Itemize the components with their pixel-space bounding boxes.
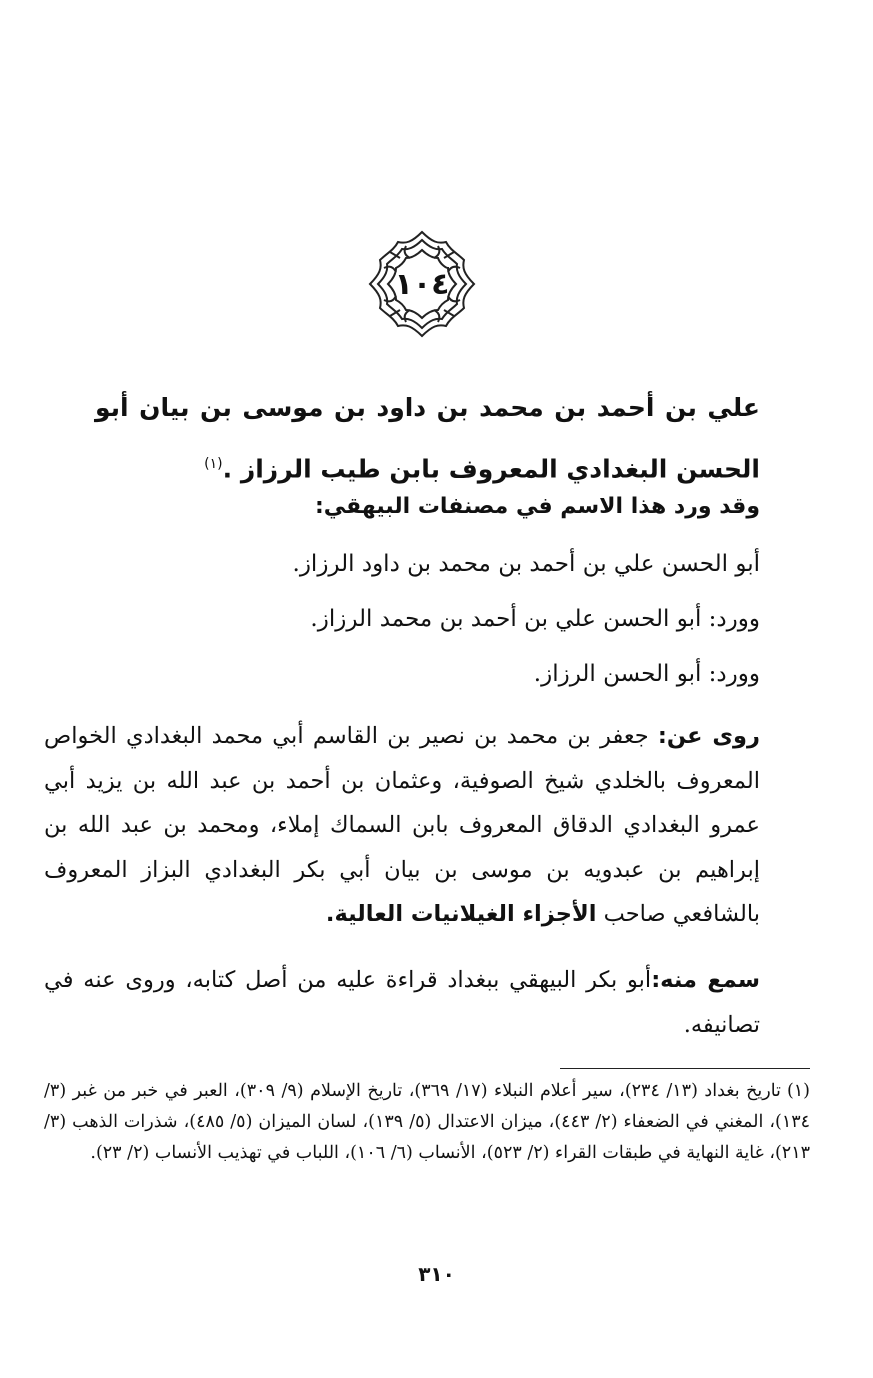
footnote-divider bbox=[560, 1068, 810, 1069]
narrated-from-label: روى عن: bbox=[657, 723, 760, 749]
entry-ornament bbox=[366, 228, 478, 340]
footnote bbox=[44, 1076, 810, 1169]
page-number: ٣١٠ bbox=[418, 1262, 455, 1286]
heard-from-paragraph bbox=[44, 958, 760, 1047]
narrated-from-paragraph bbox=[44, 714, 760, 937]
name-variant: وورد: أبو الحسن الرزاز. bbox=[533, 661, 760, 687]
name-variant: أبو الحسن علي بن أحمد بن محمد بن داود الرزاز. bbox=[292, 551, 760, 577]
narrated-from-bold-tail: الأجزاء الغيلانيات العالية. bbox=[325, 901, 597, 927]
narrated-from-text: جعفر بن محمد بن نصير بن القاسم أبي محمد البغدادي الخواص المعروف بالخلدي شيخ الصوفية، وعثمان بن أحمد بن عبد الله بن يزيد أبي عمرو البغدادي الدقاق المعروف بابن السماك إملاء، ومحمد بن عبد الله بن إبراهيم بن عبدويه بن موسى بن بيان أبي بكر البغدادي البزاز المعروف بالشافعي صاحب bbox=[44, 723, 760, 927]
entry-number: ١٠٤ bbox=[394, 266, 450, 302]
heard-from-label: سمع منه: bbox=[651, 967, 761, 993]
heard-from-text: أبو بكر البيهقي ببغداد قراءة عليه من أصل كتابه، وروى عنه في تصانيفه. bbox=[44, 967, 760, 1038]
entry-name: علي بن أحمد بن محمد بن داود بن موسى بن بيان أبو الحسن البغدادي المعروف بابن طيب الرزاز . bbox=[95, 393, 760, 484]
entry-heading bbox=[95, 380, 760, 497]
footnote-ref[interactable]: (١) bbox=[204, 456, 223, 472]
footnote-label: (١) bbox=[786, 1081, 810, 1101]
name-note: وقد ورد هذا الاسم في مصنفات البيهقي: bbox=[314, 494, 760, 519]
footnote-text: تاريخ بغداد (١٣/ ٢٣٤)، سير أعلام النبلاء (١٧/ ٣٦٩)، تاريخ الإسلام (٩/ ٣٠٩)، العبر في خبر من غبر (٣/ ١٣٤)، المغني في الضعفاء (٢/ ٤٤٣)، ميزان الاعتدال (٥/ ١٣٩)، لسان الميزان (٥/ ٤٨٥)، شذرات الذهب (٣/ ٢١٣)، غاية النهاية في طبقات القراء (٢/ ٥٢٣)، الأنساب (٦/ ١٠٦)، اللباب في تهذيب الأنساب (٢/ ٢٣). bbox=[44, 1081, 811, 1163]
name-variant: وورد: أبو الحسن علي بن أحمد بن محمد الرزاز. bbox=[310, 606, 760, 632]
